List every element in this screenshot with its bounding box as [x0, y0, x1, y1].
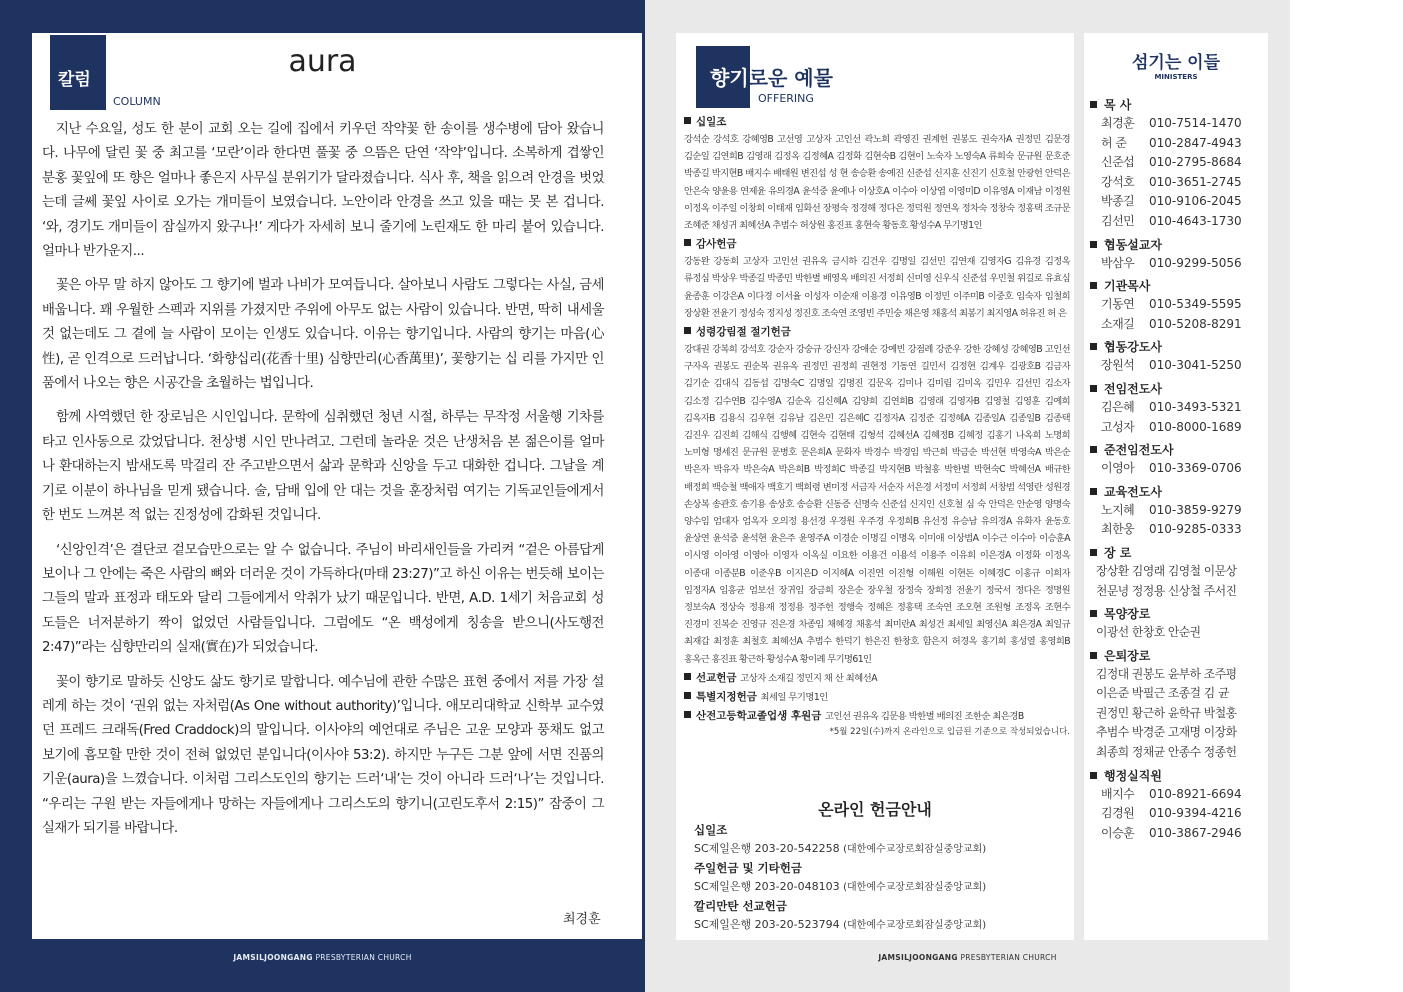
offering-section-head — [684, 114, 1070, 131]
bullet-square-icon — [1090, 488, 1097, 495]
minister-name: 고성자 — [1101, 419, 1135, 434]
column-title: aura — [288, 44, 357, 79]
minister-row — [1090, 134, 1266, 154]
minister-group-title: 은퇴장로 — [1104, 648, 1151, 663]
minister-name: 박종길 — [1101, 194, 1135, 209]
offering-section-title: 감사헌금 — [696, 238, 737, 251]
minister-name: 신준섭 — [1101, 155, 1135, 170]
account-label: 십일조 — [694, 823, 728, 837]
minister-phone: 010-3041-5250 — [1149, 358, 1242, 373]
column-body — [42, 118, 604, 841]
minister-name: 노지혜 — [1101, 502, 1135, 517]
offering-section — [684, 114, 1070, 234]
minister-group-title: 협동강도사 — [1104, 340, 1162, 355]
minister-row — [1090, 824, 1266, 844]
minister-name: 배지수 — [1101, 786, 1135, 801]
offering-list — [684, 114, 1070, 739]
minister-phone: 010-3867-2946 — [1149, 825, 1242, 840]
minister-row — [1090, 804, 1266, 824]
column-author: 최경훈 — [563, 912, 601, 927]
minister-group — [1090, 605, 1266, 643]
minister-name: 소재길 — [1101, 316, 1135, 331]
minister-row — [1090, 418, 1266, 438]
minister-phone: 010-9106-2045 — [1149, 194, 1242, 209]
minister-group — [1090, 277, 1266, 334]
online-offering-title: 온라인 헌금안내 — [818, 800, 932, 819]
bullet-square-icon — [684, 673, 691, 680]
right-footer: JAMSILJOONGANG PRESBYTERIAN CHURCH — [878, 953, 1057, 962]
ministers-list — [1090, 96, 1266, 847]
minister-row — [1090, 114, 1266, 134]
left-footer: JAMSILJOONGANG PRESBYTERIAN CHURCH — [233, 953, 412, 962]
minister-row — [1090, 212, 1266, 232]
account-number-row — [694, 839, 1064, 860]
elder-names-row: 김정대 권봉도 윤부하 조주평 — [1096, 666, 1237, 681]
minister-group — [1090, 338, 1266, 376]
offering-section-head — [684, 236, 1070, 253]
minister-phone: 010-8000-1689 — [1149, 419, 1242, 434]
minister-row — [1090, 459, 1266, 479]
minister-phone: 010-5208-8291 — [1149, 316, 1242, 331]
offering-section — [684, 324, 1070, 668]
minister-phone: 010-9299-5056 — [1149, 255, 1242, 270]
minister-name: 이영아 — [1101, 461, 1135, 476]
bullet-square-icon — [1090, 652, 1097, 659]
minister-name: 김경원 — [1101, 806, 1135, 821]
bullet-square-icon — [684, 239, 691, 246]
minister-group-title: 목 사 — [1104, 98, 1132, 112]
minister-group-head — [1090, 605, 1266, 623]
minister-group-head — [1090, 544, 1266, 562]
offering-section — [684, 236, 1070, 322]
column-paragraph: 꽃이 향기로 말하듯 신앙도 삶도 향기로 말합니다. 예수님에 관한 수많은 표현 중에서 저를 가장 설레게 하는 것이 ‘권위 없는 자처럼(As One without authority)’입니다. 애모리대학교 신학부 교수였던 프레드 크래독(Fred Craddock)의 말입니다. 이사야의 예언대로 주님은 고운 모양과 풍채도 없고 보기에 흠모할 만한 것이 전혀 없었던 분입니다(이사야 53:2). 하지만 누구든 그분 앞에 서면 진품의 기운(aura)을 느꼈습니다. 이처럼 그리스도인의 향기는 드러‘내’는 것이 아니라 드러‘나’는 것입니다. “우리는 구원 받는 자들에게나 망하는 자들에게나 그리스도의 향기니(고린도후서 2:15)” 잠중이 그 실재가 되기를 바랍니다. — [42, 674, 604, 836]
account-holder: (대한예수교장로회잠실중앙교회) — [843, 844, 987, 855]
minister-group-title: 교육전도사 — [1104, 484, 1162, 499]
bullet-square-icon — [1090, 610, 1097, 617]
minister-row — [1090, 398, 1266, 418]
bullet-square-icon — [684, 117, 691, 124]
minister-group — [1090, 380, 1266, 437]
minister-phone: 010-2795-8684 — [1149, 155, 1242, 170]
minister-phone: 010-3493-5321 — [1149, 399, 1242, 414]
minister-group-head — [1090, 483, 1266, 501]
column-paragraph: 꽃은 아무 말 하지 않아도 그 향기에 벌과 나비가 모여듭니다. 살아보니 사람도 그렇다는 사실, 금세 배웁니다. 꽤 우월한 스펙과 지위를 가졌지만 주위에 아무도 없는 사람이 있습니다. 반면, 딱히 내세울 것 없는데도 그 곁에 늘 사람이 모이는 인생도 있습니다. 이유는 향기입니다. 사람의 향기는 마음(心性), 곧 인격으로 드러납니다. ‘화향십리(花香十里) 심향만리(心香萬里)’, 꽃향기는 십 리를 가지만 인품에서 나오는 향은 시공간을 초월하는 법입니다. — [42, 278, 604, 392]
minister-phone: 010-5349-5595 — [1149, 297, 1242, 312]
minister-phone: 010-7514-1470 — [1149, 116, 1242, 130]
ministers-title: 섬기는 이들 — [1131, 53, 1221, 73]
account-number: SC제일은행 203-20-542258 — [694, 842, 840, 855]
elder-names-row: 권정민 황근하 윤학규 박철홍 — [1096, 705, 1237, 720]
offering-names: 고인선 권유옥 김문용 박한별 배의진 조한순 최은경B — [825, 710, 1024, 722]
offering-section-title: 특별지정헌금 — [696, 690, 757, 703]
minister-phone: 010-4643-1730 — [1149, 213, 1242, 228]
minister-name: 강석호 — [1101, 174, 1135, 189]
minister-group-head — [1090, 236, 1266, 254]
account-label: 주일헌금 및 기타헌금 — [694, 861, 802, 875]
minister-name: 최한웅 — [1101, 522, 1135, 537]
elder-names-row: 장상환 김영래 김영철 이문상 — [1096, 563, 1237, 578]
minister-group-title: 준전임전도사 — [1104, 443, 1174, 458]
elder-names-row: 이광선 한창호 안순권 — [1096, 625, 1201, 640]
minister-group-title: 행정실직원 — [1104, 768, 1162, 783]
account-number-row — [694, 915, 1064, 936]
bullet-square-icon — [684, 327, 691, 334]
bullet-square-icon — [1090, 282, 1097, 289]
offering-names: 최세일 무기명1인 — [760, 691, 828, 703]
offering-section-title: 성령강림절 절기헌금 — [696, 326, 791, 339]
offering-title: 향기로운 예물 — [710, 66, 833, 90]
minister-group-title: 기관목사 — [1104, 279, 1151, 294]
minister-phone: 010-3651-2745 — [1149, 174, 1242, 189]
minister-phone: 010-9394-4216 — [1149, 806, 1242, 821]
minister-row — [1090, 356, 1266, 376]
offering-section-head — [684, 708, 1070, 725]
minister-group — [1090, 441, 1266, 479]
minister-group-title: 목양장로 — [1104, 607, 1151, 622]
minister-name: 김은혜 — [1101, 399, 1135, 414]
minister-row — [1090, 785, 1266, 805]
minister-group-head — [1090, 380, 1266, 398]
minister-group-head — [1090, 96, 1266, 114]
minister-group — [1090, 483, 1266, 540]
minister-row — [1090, 315, 1266, 335]
elder-names-row: 천문녕 정정용 신상철 주서진 — [1096, 583, 1237, 598]
bullet-square-icon — [1090, 385, 1097, 392]
bullet-square-icon — [1090, 101, 1097, 108]
minister-name: 박삼우 — [1101, 255, 1135, 270]
offering-names: 강대권 강복희 강석호 강순자 강숭규 강신자 강애순 강예빈 강점례 강준우 강한 강혜성 강혜영B 고인선 구자옥 권봉도 권순복 권유옥 권정민 권정희 권현정 기동연 길민서 김정현 김계우 김광호B 김금자 김기순 김대식 김동섭 김명숙C 김명일 김명진 김문옥 김미나 김미림 김미옥 김민우 김선민 김소자 김소정 김수연B 김수영A 김순옥 김신혜A 김양희 김연희B 김영래 김영자B 김영철 김영훈 김예희 김옥자B 김용식 김우현 김유남 김은민 김은혜C 김정자A 김정준 김정혜A 김종일A 김종일B 김종택 김진우 김진희 김해식 김행혜 김현숙 김현태 김형석 김혜선A 김혜정B 김혜정 김홍기 나옥희 노명희 노미형 명세진 문규원 문병호 문은희A 문화자 박경수 박경임 박근희 박금순 박선현 박영숙A 박은순 박은자 박유자 박은숙A 박은희B 박정희C 박종길 박지현B 박철홍 박한별 박현숙C 박혜선A 배규한 배정희 백승철 백애자 백호기 백희령 변미정 서금자 서순자 서은경 서정미 서정희 서창범 석영란 성원경 손상복 송관호 송기용 송상호 송승환 신동증 신명숙 신준섭 신지인 신호철 심 숙 안덕은 안순영 양명숙 양수임 엄대자 엄옥자 오의정 용선경 우경원 우주경 우정희B 유선정 유승남 유의경A 유화자 윤동호 윤상연 윤석중 윤석현 윤은주 윤영주A 이경순 이명길 이명옥 이미애 이상범A 이수근 이수아 이승훈A 이시영 이아영 이영아 이영자 이옥실 이요한 이용건 이용석 이용주 이유희 이은경A 이정화 이정옥 이종대 이종분B 이준우B 이지은D 이지혜A 이진연 이진형 이해원 이현돈 이혜경C 이홍규 이희자 임정자A 임흥균 엄보선 장귀임 장금희 장은순 장우철 장정숙 장희정 전윤기 정국서 정다은 정명원 정보숙A 정상숙 정용재 정정용 정주헌 정행숙 정혜은 정홍택 조숙연 조오현 조원형 조정옥 조현수 진경미 진복순 진영규 진은경 차종임 채혜경 채홍석 최미란A 최성건 최세일 최영신A 최은경A 최일규 최재갑 최정훈 최철호 최혜선A 추범수 한덕기 한은진 한창호 함은지 허경옥 홍기희 홍성열 홍영희B 홍옥근 홍진표 황근하 황성수A 황이례 무기명61인 — [684, 344, 1070, 665]
offering-names: 강동완 강동희 고상자 고인선 권유옥 금시하 김건우 김명일 김선민 김연재 김영자G 김유경 김정옥 류정심 박상우 박종길 박종민 박한별 배영옥 배의진 서정희 신미영 신우식 신준섭 우민철 위길로 유효심 윤종훈 이강은A 이다경 이서율 이성자 이순재 이용경 이유영B 이정민 이주미B 이중호 임숙자 임철희 장상환 전윤기 정성숙 정지성 정진호 조숙연 조영빈 주민숭 채은영 채홍석 최봉기 최지영A 허유진 허 은 — [684, 256, 1070, 319]
minister-row — [1090, 173, 1266, 193]
minister-name: 김선민 — [1101, 213, 1135, 228]
bullet-square-icon — [684, 711, 691, 718]
minister-group — [1090, 96, 1266, 232]
minister-group — [1090, 544, 1266, 601]
minister-group-head — [1090, 767, 1266, 785]
minister-row — [1090, 153, 1266, 173]
offering-note: *5월 22일(수)까지 온라인으로 입금된 기준으로 작성되었습니다. — [829, 726, 1070, 737]
minister-phone: 010-2847-4943 — [1149, 135, 1242, 150]
elder-names-row: 추범수 박경준 고재명 이장화 — [1096, 725, 1237, 740]
offering-names: 고상자 소재길 정민지 채 산 최혜선A — [740, 672, 878, 684]
bullet-square-icon — [1090, 549, 1097, 556]
minister-row — [1090, 295, 1266, 315]
minister-row — [1090, 192, 1266, 212]
bullet-square-icon — [684, 692, 691, 699]
minister-name: 최경훈 — [1101, 116, 1135, 130]
minister-name: 이승훈 — [1101, 825, 1135, 840]
column-paragraph: ‘신앙인격’은 결단코 겉모습만으로는 알 수 없습니다. 주님이 바리새인들을 가리켜 “겉은 아름답게 보이나 그 안에는 죽은 사람의 뼈와 더러운 것이 가득하다(마태 23:27)”고 하신 이유는 번듯해 보이는 그들의 말과 표정과 태도와 달리 그들에게서 악취가 났기 때문입니다. 반면, A.D. 1세기 처음교회 성도들은 너저분하기 짝이 없었던 사람들입니다. 그럼에도 “온 백성에게 칭송을 받으니(사도행전 2:47)”라는 심향만리의 실재(實在)가 되었습니다. — [42, 542, 604, 656]
column-paragraph: 지난 수요일, 성도 한 분이 교회 오는 길에 집에서 키우던 작약꽃 한 송이를 생수병에 담아 왔습니다. 나무에 달린 꽃 중 최고를 ‘모란’이라 한다면 풀꽃 중 으뜸은 단연 ‘작약’입니다. 소복하게 겹쌓인 분홍 꽃잎에 또 향은 얼마나 좋은지 사무실 분위기가 달라졌습니다. 식사 후, 책을 읽으려 안경을 벗었는데 글쎄 꽃잎 사이로 오가는 개미들이 보였습니다. 노안이라 안경을 쓰고 있을 때는 못 본 겁니다. ‘와, 경기도 개미들이 잠실까지 왔구나!’ 게다가 자세히 보니 줄기에 노린재도 한 마리 붙어 있습니다. 얼마나 반가운지... — [42, 122, 604, 260]
minister-name: 기동연 — [1101, 297, 1135, 312]
offering-section-head — [684, 324, 1070, 341]
minister-row — [1090, 501, 1266, 521]
minister-phone: 010-3859-9279 — [1149, 502, 1242, 517]
online-accounts — [694, 822, 1064, 936]
minister-name: 장원석 — [1101, 358, 1135, 373]
bullet-square-icon — [1090, 772, 1097, 779]
minister-group — [1090, 767, 1266, 844]
offering-section-title: 선교헌금 — [696, 671, 737, 684]
minister-group-head — [1090, 338, 1266, 356]
offering-names: 강석순 강석호 강혜영B 고선영 고상자 고인선 곽노희 곽영진 권계헌 권봉도 권숙자A 권정민 김문경 김순일 김연희B 김영래 김정옥 김정혜A 김정화 김현숙B 김현이 노숙자 노영숙A 류희숙 문규원 문호준 박종길 박지현B 배지수 배태원 변진섭 성 현 송승환 송예진 신준섭 신지훈 신진기 신호철 안광헌 안덕은 안은숙 양윤용 연제윤 유의경A 윤석중 윤예나 이상호A 이수아 이상엽 이영미D 이유영A 이재남 이정원 이정옥 이주일 이창희 이태재 임화선 장평숙 정경해 정다은 정덕원 정연옥 정차숙 정창숙 정홍택 조규문 조혜준 채성귀 최혜선A 추범수 허상원 홍진표 홍현숙 황동호 황성수A 무기명1인 — [684, 134, 1070, 232]
offering-section — [684, 670, 1070, 687]
account-holder: (대한예수교장로회잠실중앙교회) — [843, 920, 987, 931]
account-number: SC제일은행 203-20-523794 — [694, 918, 840, 931]
column-badge-sub: COLUMN — [113, 95, 161, 108]
offering-section — [684, 708, 1070, 737]
offering-section-head — [684, 670, 1070, 687]
minister-name: 허 준 — [1101, 135, 1127, 150]
column-badge: 칼럼 — [50, 35, 106, 110]
bullet-square-icon — [1090, 343, 1097, 350]
bullet-square-icon — [1090, 446, 1097, 453]
minister-group-head — [1090, 441, 1266, 459]
minister-group — [1090, 236, 1266, 274]
minister-group-title: 협동설교자 — [1104, 237, 1162, 252]
minister-group-head — [1090, 647, 1266, 665]
offering-section-title: 산전고등학교졸업생 후원금 — [696, 709, 822, 722]
account-number-row — [694, 877, 1064, 898]
minister-phone: 010-8921-6694 — [1149, 786, 1242, 801]
minister-phone: 010-3369-0706 — [1149, 461, 1242, 476]
elder-names-row: 최종희 정채균 안종수 정종헌 — [1096, 745, 1237, 760]
ministers-sub: MINISTERS — [1154, 73, 1198, 81]
account-holder: (대한예수교장로회잠실중앙교회) — [843, 882, 987, 893]
minister-group-title: 장 로 — [1104, 545, 1132, 560]
minister-group-title: 전임전도사 — [1104, 381, 1162, 396]
account-number: SC제일은행 203-20-048103 — [694, 880, 840, 893]
offering-sub: OFFERING — [758, 92, 814, 105]
elder-names-row: 이은준 박필근 조종걸 김 균 — [1096, 686, 1229, 701]
offering-section-title: 십일조 — [696, 116, 727, 128]
minister-group-head — [1090, 277, 1266, 295]
minister-row — [1090, 520, 1266, 540]
account-label: 깔리만탄 선교헌금 — [694, 899, 787, 913]
offering-section — [684, 689, 1070, 706]
minister-phone: 010-9285-0333 — [1149, 522, 1242, 537]
minister-group — [1090, 647, 1266, 763]
column-paragraph: 함께 사역했던 한 장로님은 시인입니다. 문학에 심취했던 청년 시절, 하루는 무작정 서울행 기차를 타고 인사동으로 갔었답니다. 천상병 시인 만나려고. 그런데 놀라운 것은 난생처음 본 젊은이를 얼마나 환대하는지 밤새도록 막걸리 잔 주고받으면서 삶과 문학과 신앙을 두고 대화한 겁니다. 그날을 계기로 이분이 하나님을 믿게 됐습니다. 술, 담배 입에 안 대는 것을 훈장처럼 여기는 기독교인들에게서 한 번도 느껴본 적 없는 진정성에 감화된 것입니다. — [42, 410, 604, 524]
offering-section-head — [684, 689, 1070, 706]
minister-row — [1090, 254, 1266, 274]
bullet-square-icon — [1090, 241, 1097, 248]
